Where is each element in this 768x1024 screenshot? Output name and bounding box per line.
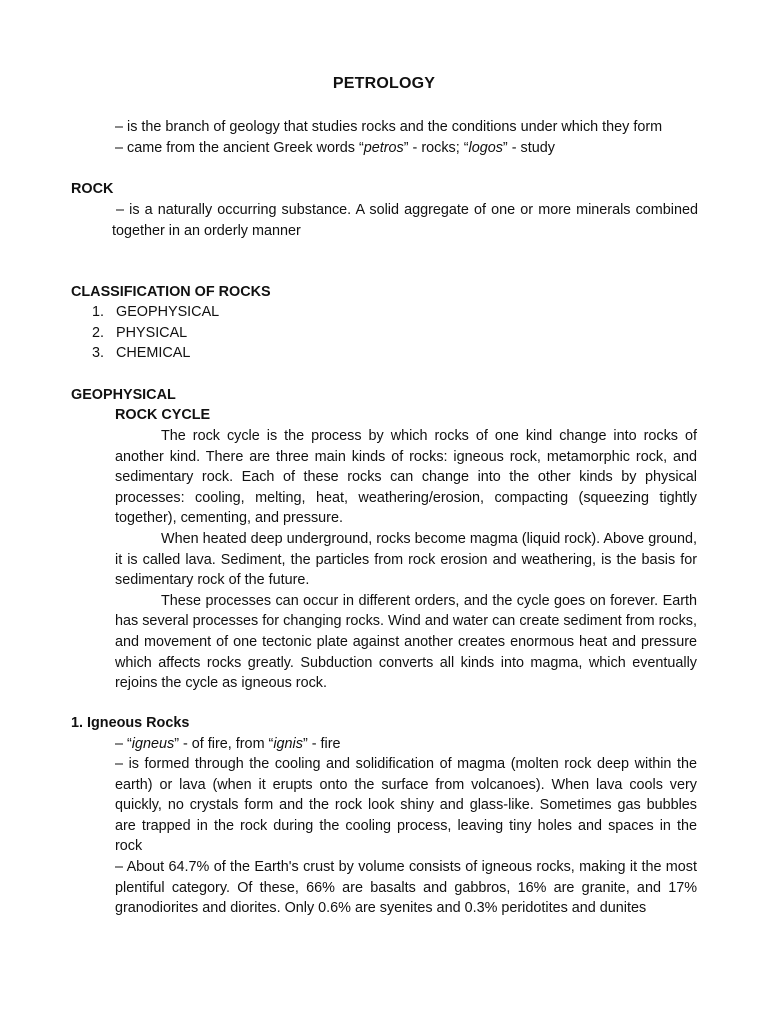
igneous-etymology-prefix: – “ <box>115 736 132 752</box>
igneous-etymology-ignis: ignis <box>273 736 303 752</box>
rock-cycle-paragraph: The rock cycle is the process by which rocks of one kind change into rocks of another kind. There are three main kinds of rocks: igneous rock, metamorphic rock, and sedimentary rock. Each of these rocks can change into the other kinds by physical processes: cooling, melting, heat, weathering/erosion, compacting (squeezing tightly together), cementing, and pressure. <box>115 428 697 527</box>
rock-cycle-paragraph: These processes can occur in different orders, and the cycle goes on forever. Earth has several processes for changing rocks. Wind and water can create sediment from rocks, and movement of one tectonic plate against another creates enormous heat and pressure which affects rocks greatly. Subduction converts all kinds into magma, which eventually rejoins the cycle as igneous rock. <box>115 592 697 692</box>
page-title: PETROLOGY <box>332 75 436 92</box>
classification-list <box>92 302 219 364</box>
list-label: CHEMICAL <box>116 345 191 362</box>
intro-etymology-prefix: – came from the ancient Greek words “ <box>115 140 364 156</box>
intro-etymology-logos: logos <box>468 140 503 156</box>
classification-item <box>92 302 219 323</box>
rock-cycle-subheading: ROCK CYCLE <box>115 407 211 423</box>
rock-definition: – is a naturally occurring substance. A solid aggregate of one or more minerals combined together in an orderly manner <box>112 202 698 239</box>
list-number: 3. <box>92 345 105 362</box>
intro-etymology <box>115 138 555 159</box>
intro-definition: – is the branch of geology that studies rocks and the conditions under which they form <box>115 119 663 135</box>
list-label: PHYSICAL <box>116 324 188 341</box>
rock-cycle-body <box>115 426 697 694</box>
intro-etymology-mid: ” - rocks; “ <box>403 140 469 156</box>
list-number: 1. <box>92 304 105 320</box>
igneous-abundance: – About 64.7% of the Earth's crust by volume consists of igneous rocks, making it the most plentiful category. Of these, 66% are basalts and gabbros, 16% are granite, and 17% granodiorites and diorites. Only 0.6% are syenites and 0.3% peridotites and dunites <box>115 858 697 917</box>
list-label: GEOPHYSICAL <box>116 304 220 320</box>
igneous-etymology-mid: ” - of fire, from “ <box>174 736 274 752</box>
classification-item <box>92 323 219 344</box>
classification-item <box>92 343 219 364</box>
igneous-body <box>115 754 697 919</box>
classification-heading: CLASSIFICATION OF ROCKS <box>71 284 271 300</box>
igneous-heading: 1. Igneous Rocks <box>71 715 190 731</box>
list-number: 2. <box>92 324 105 341</box>
igneous-formation: – is formed through the cooling and solidification of magma (molten rock deep within the earth) or lava (when it erupts onto the surface from volcanoes). When lava cools very quickly, no crystals form and the rock look shiny and glass-like. Sometimes gas bubbles are trapped in the rock during the cooling process, leaving tiny holes and spaces in the rock <box>115 756 697 855</box>
rock-heading: ROCK <box>71 181 114 197</box>
igneous-etymology-igneus: igneus <box>131 736 175 752</box>
igneous-etymology <box>115 734 341 755</box>
igneous-etymology-suffix: ” - fire <box>302 736 341 752</box>
geophysical-heading: GEOPHYSICAL <box>71 387 176 403</box>
intro-etymology-suffix: ” - study <box>502 140 555 156</box>
intro-etymology-petros: petros <box>363 140 404 156</box>
rock-cycle-paragraph: When heated deep underground, rocks become magma (liquid rock). Above ground, it is called lava. Sediment, the particles from rock erosion and weathering, is the basis for sedimentary rock of the future. <box>115 530 697 589</box>
